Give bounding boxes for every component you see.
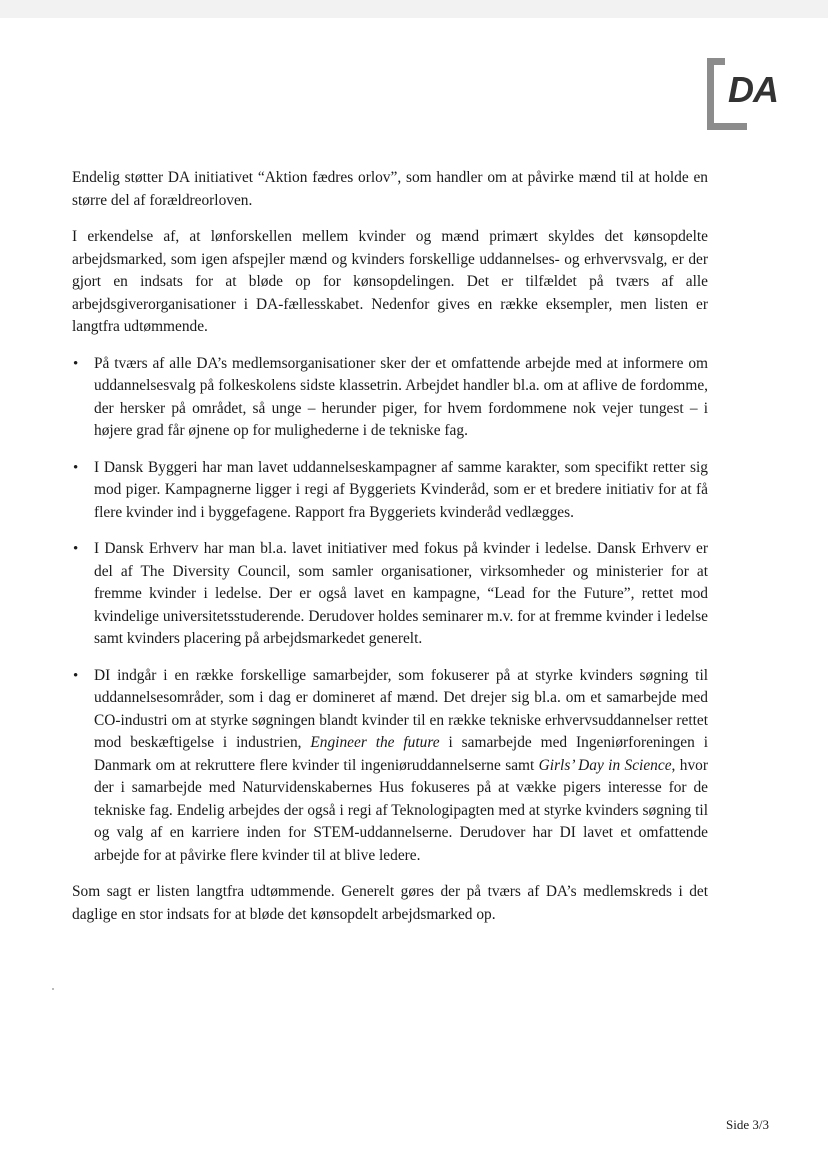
list-item-text: På tværs af alle DA’s medlemsorganisationer sker der et omfattende arbejde med at informere om uddannelsesvalg på folkeskolens sidste klassetrin. Arbejdet handler bl.a. om at aflive de fordomme, der hersker på området, så unge – herunder piger, for hvem fordommene nok vejer tungest – i højere grad får øjnene op for mulighederne i de tekniske fag. bbox=[94, 354, 708, 439]
logo-bracket-vertical bbox=[707, 58, 714, 130]
example-list bbox=[72, 353, 708, 868]
list-item bbox=[72, 538, 708, 651]
closing-paragraph: Som sagt er listen langtfra udtømmende. Generelt gøres der på tværs af DA’s medlemskreds i det daglige en stor indsats for at bløde det kønsopdelt arbejdsmarked op. bbox=[72, 883, 708, 923]
list-item bbox=[72, 353, 708, 443]
da-logo bbox=[707, 58, 781, 132]
bullet-icon: • bbox=[73, 667, 79, 684]
bullet-icon: • bbox=[73, 459, 79, 476]
bullet-icon: • bbox=[73, 541, 79, 557]
italic-program-name: Girls’ Day in Science bbox=[538, 756, 672, 774]
top-band bbox=[0, 0, 828, 18]
logo-bracket-bottom bbox=[707, 123, 747, 130]
list-item-text-part: DI indgår i en række forskellige samarbejder, som fokuserer på at styrke kvinders søgning til uddannelsesområder, som i dag er domineret af mænd. Det drejer sig bl.a. om et samarbejde med CO-industri om at styrke søgningen blandt kvinder til en række tekniske erhvervsuddannelser rettet mod beskæftigelse i industrien, bbox=[94, 666, 708, 751]
logo-text: DA bbox=[728, 69, 778, 110]
document-body bbox=[72, 167, 708, 940]
intro-paragraph: Endelig støtter DA initiativet “Aktion fædres orlov”, som handler om at påvirke mænd til at holde en større del af forældreorloven. bbox=[72, 169, 708, 209]
list-item-text: I Dansk Byggeri har man lavet uddannelseskampagner af samme karakter, som specifikt retter sig mod piger. Kampagnerne ligger i regi af Byggeriets Kvinderåd, som er et bredere initiativ for at få flere kvinder ind i byggefagene. Rapport fra Byggeriets kvinderåd vedlægges. bbox=[94, 458, 708, 521]
list-item-text-part: , hvor der i samarbejde med Naturvidenskabernes Hus fokuseres på at vække pigers interesse for de tekniske fag. Endelig arbejdes der også i regi af Teknologipagten med at styrke kvinders søgning til og valg af en karriere inden for STEM-uddannelserne. Derudover har DI lavet et omfattende arbejde for at påvirke flere kvinder til at blive ledere. bbox=[94, 756, 708, 864]
list-item-text: I Dansk Erhverv har man bl.a. lavet initiativer med fokus på kvinder i ledelse. Dansk Erhverv er del af The Diversity Council, som samler organisationer, virksomheder og ministerier for at fremme kvinder i ledelse. Der er også lavet en kampagne, “Lead for the Future”, rettet mod kvindelige universitetsstuderende. Derudover holdes seminarer m.v. for at fremme kvinder i ledelse samt kvinders placering på arbejdsmarkedet generelt. bbox=[94, 540, 708, 647]
body-paragraph: I erkendelse af, at lønforskellen mellem kvinder og mænd primært skyldes det kønsopdelte arbejdsmarked, som igen afspejler mænd og kvinders forskellige uddannelses- og erhvervsvalg, er der gjort en indsats for at bløde op for kønsopdelingen. Det er tilfældet på tværs af alle arbejdsgiverorganisationer i DA-fællesskabet. Nedenfor gives en række eksempler, men listen er langtfra udtømmende. bbox=[72, 228, 708, 335]
logo-bracket-top bbox=[707, 58, 725, 65]
list-item bbox=[72, 665, 708, 868]
list-item bbox=[72, 457, 708, 525]
italic-program-name: Engineer the future bbox=[310, 734, 440, 751]
list-item-text-part: i samarbejde med Ingeniørforeningen i Danmark om at rekruttere flere kvinder til ingeniøruddannelserne samt bbox=[94, 734, 708, 774]
scan-speck bbox=[52, 988, 54, 990]
page-number: Side 3/3 bbox=[726, 1117, 769, 1132]
bullet-icon: • bbox=[73, 355, 79, 372]
